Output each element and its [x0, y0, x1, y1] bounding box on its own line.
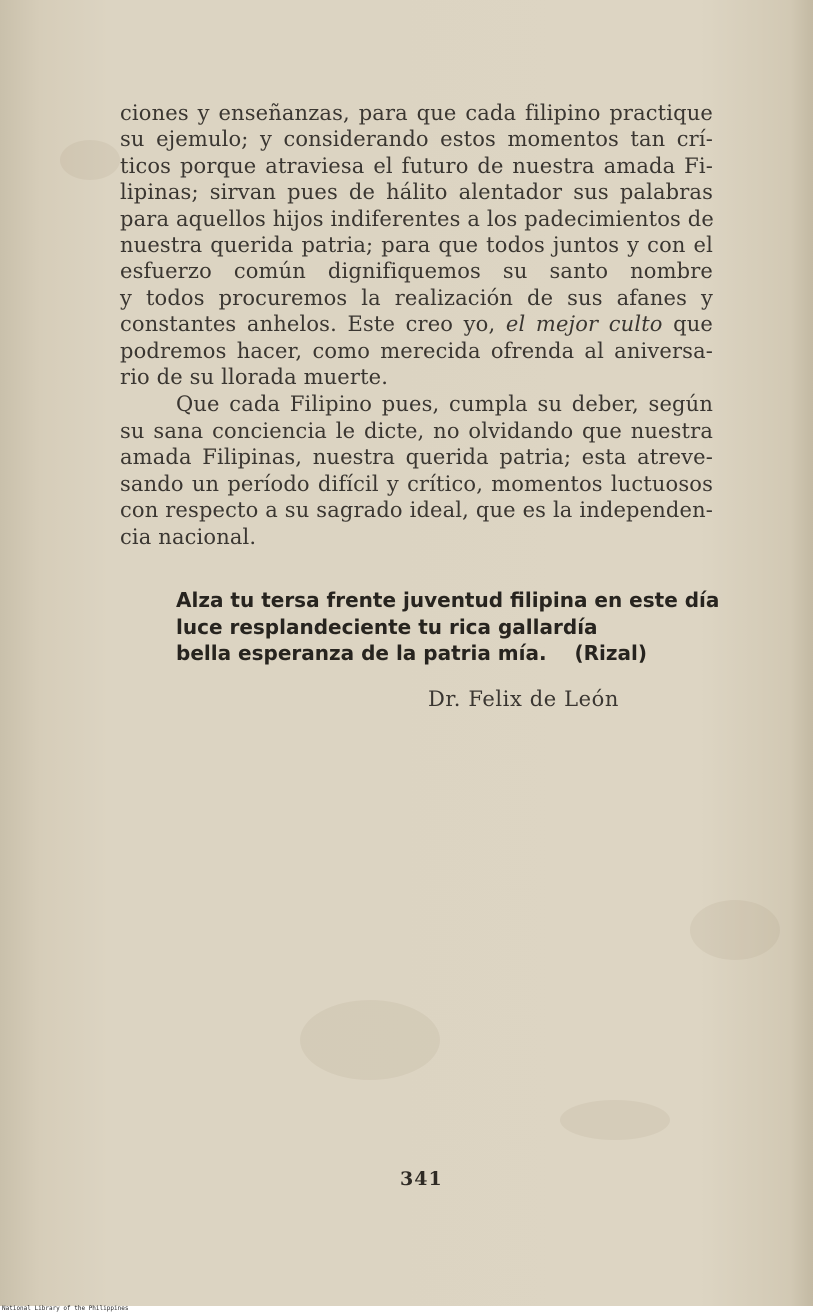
- text-line: ticos porque atraviesa el futuro de nuestra amada Fi-: [120, 153, 713, 178]
- text-line-start: constantes anhelos. Este creo yo,: [120, 312, 496, 337]
- paragraph-1: [120, 100, 713, 390]
- paper-stain: [690, 900, 780, 960]
- text-line: amada Filipinas, nuestra querida patria; esta atreve-: [120, 445, 713, 470]
- emphasized-phrase: el mejor culto: [505, 312, 663, 337]
- text-line: lipinas; sirvan pues de hálito alentador sus palabras: [120, 180, 713, 205]
- text-line: y todos procuremos la realización de sus afanes y: [120, 285, 713, 310]
- text-line: cia nacional.: [120, 524, 257, 549]
- text-line: Que cada Filipino pues, cumpla su deber, según: [176, 392, 713, 417]
- text-line: con respecto a su sagrado ideal, que es la independen-: [120, 498, 713, 523]
- poem-line: Alza tu tersa frente juventud filipina en este día: [176, 588, 720, 612]
- text-line: sando un período difícil y crítico, momentos luctuosos: [120, 471, 713, 496]
- text-line: su sana conciencia le dicte, no olvidando que nuestra: [120, 418, 713, 443]
- page-number: 341: [400, 1168, 443, 1190]
- text-line: para aquellos hijos indiferentes a los padecimientos de: [120, 206, 714, 231]
- poem-line: bella esperanza de la patria mía. (Rizal): [176, 641, 647, 665]
- text-line: esfuerzo común dignifiquemos su santo nombre: [120, 259, 713, 284]
- author-signature: Dr. Felix de León: [428, 687, 620, 711]
- text-line: su ejemulo; y considerando estos momentos tan crí-: [120, 127, 713, 152]
- text-line: nuestra querida patria; para que todos juntos y con el: [120, 233, 713, 258]
- text-line: rio de su llorada muerte.: [120, 365, 389, 390]
- paper-stain: [300, 1000, 440, 1080]
- text-line: ciones y enseñanzas, para que cada filipino practique: [120, 101, 713, 125]
- paper-stain: [560, 1100, 670, 1140]
- rizal-poem-quote: [176, 587, 720, 667]
- library-watermark: National Library of the Philippines: [2, 1305, 129, 1312]
- text-line-with-emphasis: [120, 311, 713, 337]
- poem-line: luce resplandeciente tu rica gallardía: [176, 614, 598, 639]
- article-body: [120, 100, 713, 550]
- text-line: podremos hacer, como merecida ofrenda al aniversa-: [120, 338, 713, 363]
- paper-stain: [60, 140, 120, 180]
- text-line-end: que: [673, 312, 714, 337]
- paragraph-2: [120, 391, 713, 549]
